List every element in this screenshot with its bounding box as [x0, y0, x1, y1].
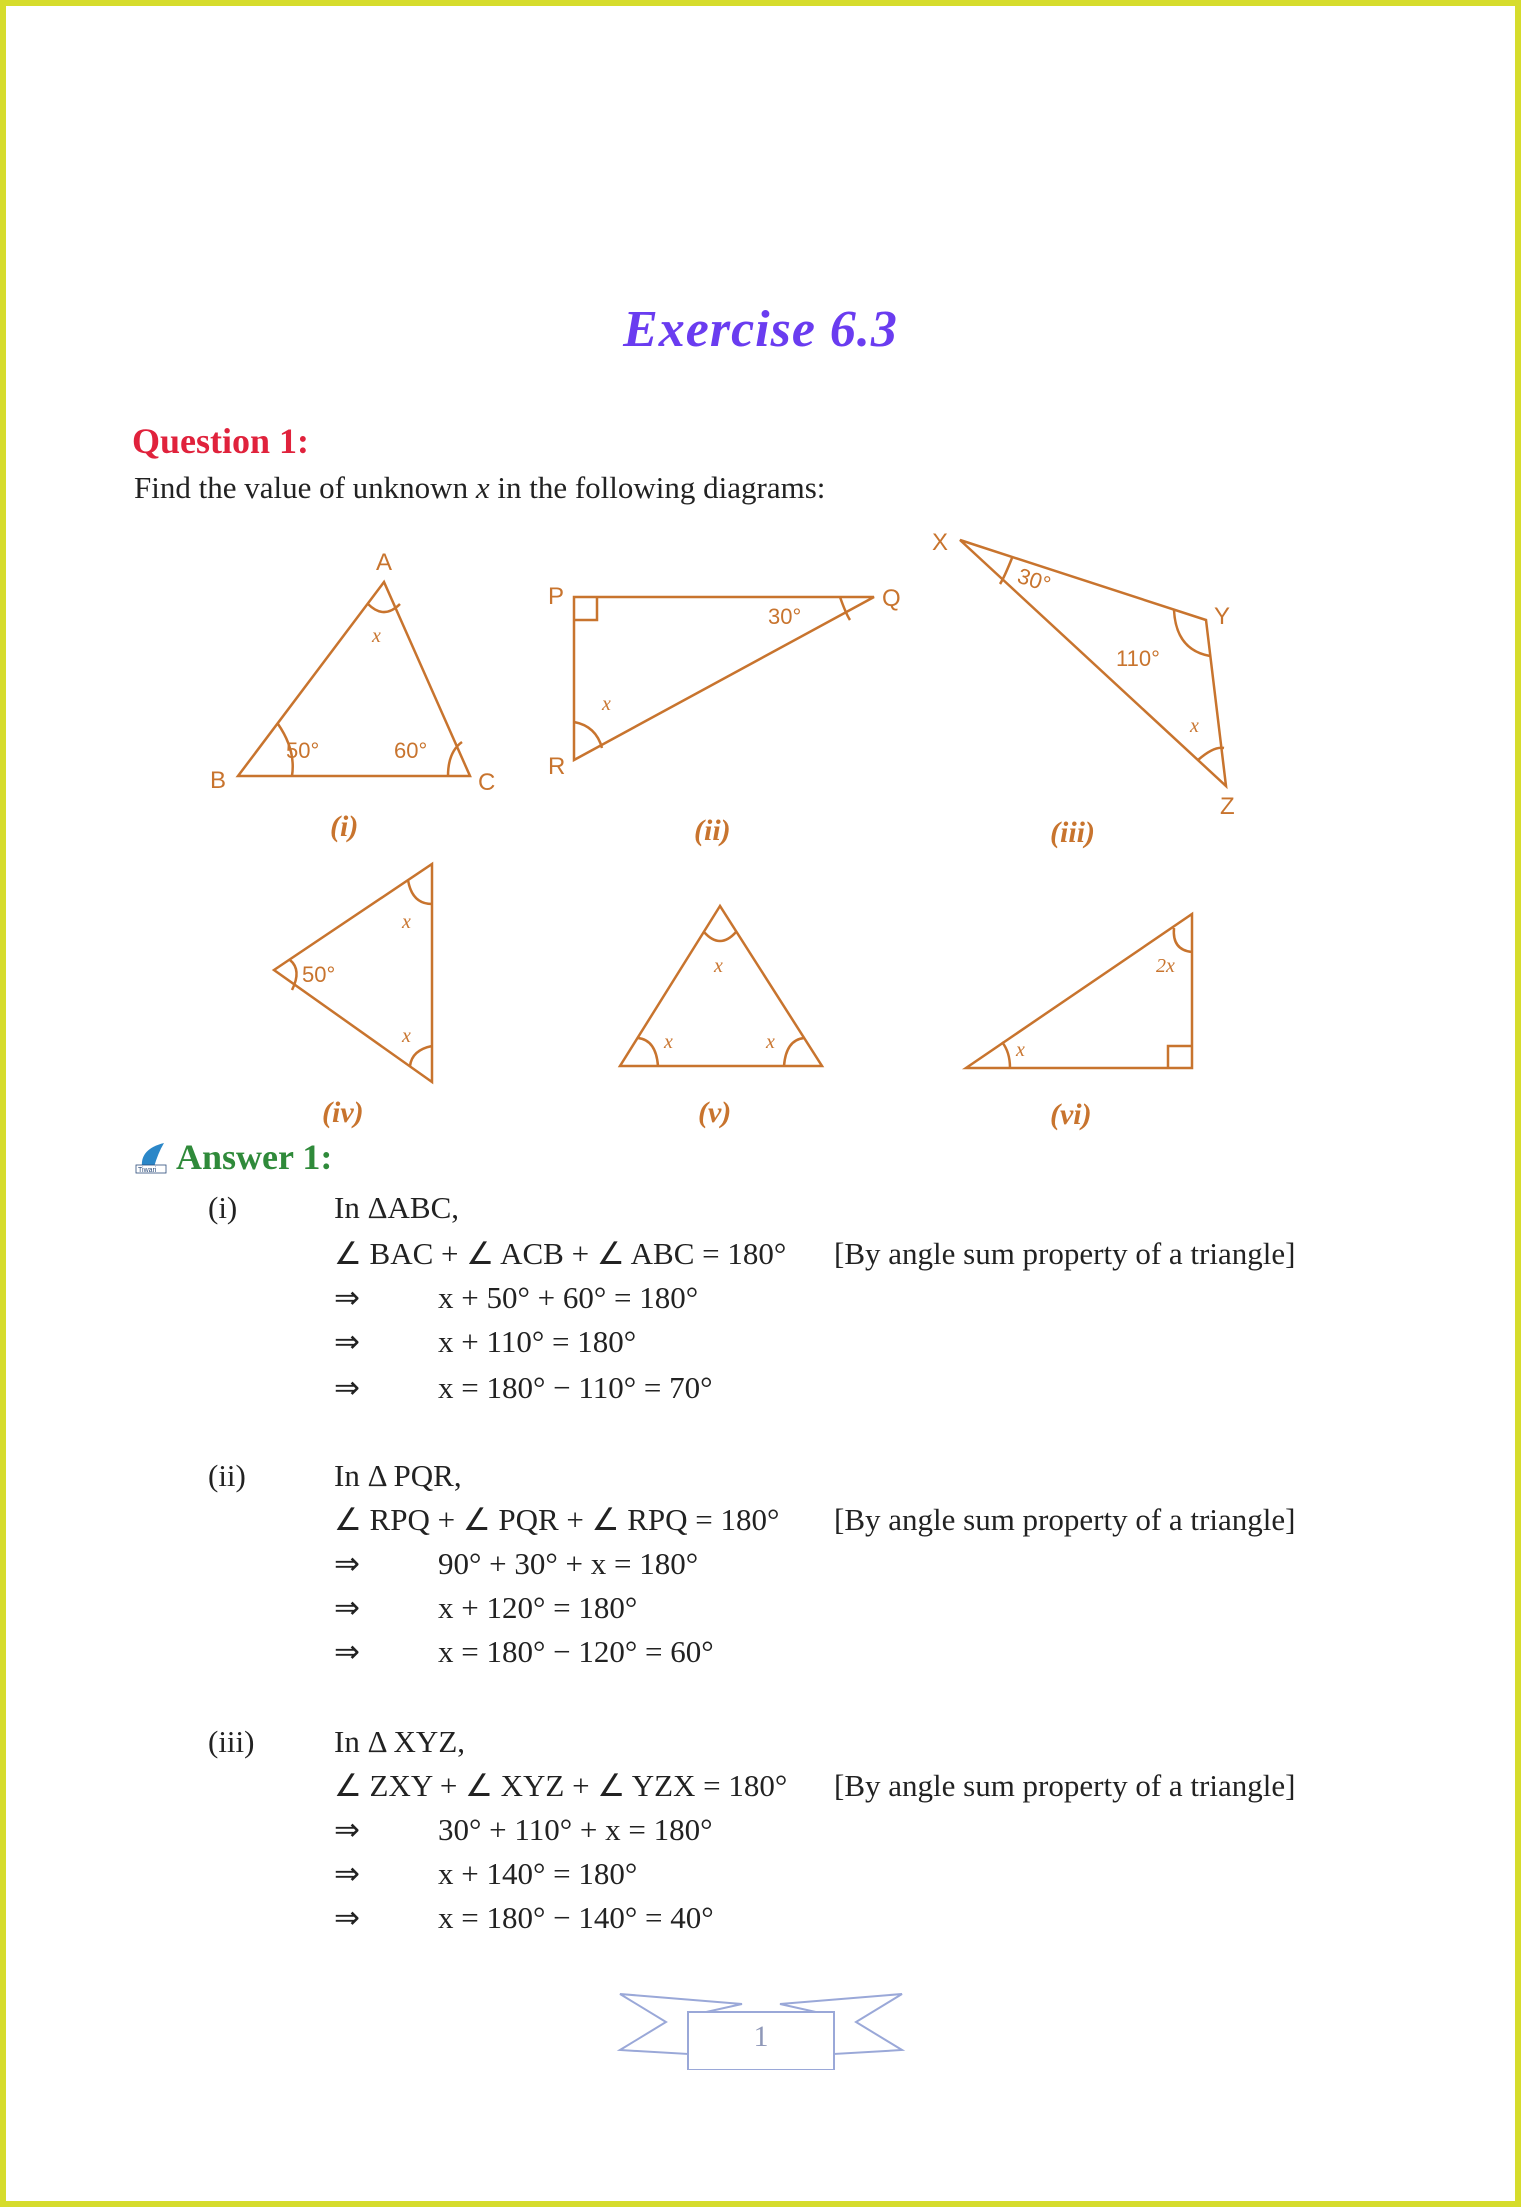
angle-q-label: 30°: [768, 604, 802, 629]
implies-icon: ⇒: [334, 1900, 360, 1935]
part-ii-equation: ∠ RPQ + ∠ PQR + ∠ RPQ = 180°: [334, 1502, 780, 1537]
diagram-iii: [920, 520, 1250, 860]
logo-text: Tiwari: [138, 1167, 157, 1174]
diagram-v: [600, 890, 840, 1140]
part-iii-intro: In Δ XYZ,: [334, 1724, 466, 1759]
triangle-xyz-figure: [920, 520, 1250, 860]
page-number: 1: [753, 2020, 769, 2053]
vertex-a-label: A: [376, 549, 393, 576]
question-text: [134, 470, 825, 506]
angle-b-label: 50°: [286, 738, 320, 763]
angle-c-label: 60°: [394, 738, 428, 763]
answer-heading: [134, 1136, 332, 1178]
vertex-p-label: P: [548, 583, 565, 610]
angle-left-label: 50°: [302, 962, 336, 987]
vertex-b-label: B: [210, 767, 227, 794]
angle-a-label: x: [372, 625, 381, 647]
vertex-x-label: X: [932, 529, 949, 556]
angle-left-label: x: [664, 1031, 673, 1053]
implies-icon: ⇒: [334, 1280, 360, 1315]
part-label-iii: (iii): [208, 1724, 255, 1759]
diagram-iv: [260, 860, 460, 1130]
part-iii-step-1: 30° + 110° + x = 180°: [438, 1812, 713, 1847]
part-ii-step-2: x + 120° = 180°: [438, 1590, 638, 1625]
part-i-step-3: x = 180° − 110° = 70°: [438, 1370, 713, 1405]
part-label-ii: (ii): [208, 1458, 246, 1493]
angle-x-label: 30°: [1014, 562, 1054, 598]
part-i-reason: [By angle sum property of a triangle]: [834, 1236, 1296, 1271]
diagram-caption: (iii): [1050, 816, 1095, 849]
triangle-vi-figure: [960, 900, 1210, 1140]
part-iii-step-3: x = 180° − 140° = 40°: [438, 1900, 714, 1935]
triangle-v-figure: [600, 890, 840, 1140]
part-iii-equation: ∠ ZXY + ∠ XYZ + ∠ YZX = 180°: [334, 1768, 788, 1803]
diagram-ii: [540, 570, 920, 860]
angle-left-label: x: [1016, 1039, 1025, 1061]
question-variable: x: [475, 470, 490, 505]
part-ii-step-1: 90° + 30° + x = 180°: [438, 1546, 699, 1581]
implies-icon: ⇒: [334, 1546, 360, 1581]
angle-top-label: 2x: [1156, 955, 1175, 977]
implies-icon: ⇒: [334, 1856, 360, 1891]
implies-icon: ⇒: [334, 1590, 360, 1625]
diagram-caption: (v): [698, 1096, 732, 1129]
tiwari-logo-icon: [134, 1139, 170, 1175]
vertex-r-label: R: [548, 753, 566, 780]
triangle-iv-figure: [260, 860, 460, 1130]
question-text-before: Find the value of unknown: [134, 470, 476, 505]
implies-icon: ⇒: [334, 1370, 360, 1405]
diagram-caption: (i): [330, 810, 359, 843]
vertex-y-label: Y: [1214, 603, 1231, 630]
diagram-vi: [960, 900, 1210, 1140]
question-heading: Question 1:: [132, 421, 310, 461]
answer-heading-label: Answer 1:: [176, 1137, 333, 1177]
page-title: Exercise 6.3: [623, 301, 898, 358]
page-number-ribbon: [616, 1990, 906, 2070]
diagram-i: [200, 540, 520, 850]
implies-icon: ⇒: [334, 1324, 360, 1359]
angle-z-label: x: [1190, 715, 1199, 737]
part-ii-reason: [By angle sum property of a triangle]: [834, 1502, 1296, 1537]
part-ii-step-3: x = 180° − 120° = 60°: [438, 1634, 714, 1669]
angle-bottom-label: x: [402, 1025, 411, 1047]
angle-r-label: x: [602, 693, 611, 715]
triangle-pqr-figure: [540, 570, 920, 860]
part-i-step-2: x + 110° = 180°: [438, 1324, 637, 1359]
vertex-q-label: Q: [882, 585, 901, 612]
angle-y-label: 110°: [1116, 646, 1160, 671]
angle-top-label: x: [402, 911, 411, 933]
angle-right-label: x: [766, 1031, 775, 1053]
part-i-step-1: x + 50° + 60° = 180°: [438, 1280, 699, 1315]
part-i-intro: In ΔABC,: [334, 1190, 459, 1225]
part-iii-step-2: x + 140° = 180°: [438, 1856, 638, 1891]
angle-top-label: x: [714, 955, 723, 977]
vertex-z-label: Z: [1220, 793, 1235, 820]
diagram-caption: (ii): [694, 814, 731, 847]
part-ii-intro: In Δ PQR,: [334, 1458, 462, 1493]
vertex-c-label: C: [478, 769, 496, 796]
question-text-after: in the following diagrams:: [497, 470, 826, 505]
diagram-caption: (vi): [1050, 1098, 1092, 1131]
triangle-abc-figure: [200, 540, 520, 850]
diagram-caption: (iv): [322, 1096, 364, 1129]
part-i-equation: ∠ BAC + ∠ ACB + ∠ ABC = 180°: [334, 1236, 787, 1271]
part-label-i: (i): [208, 1190, 238, 1225]
implies-icon: ⇒: [334, 1812, 360, 1847]
implies-icon: ⇒: [334, 1634, 360, 1669]
part-iii-reason: [By angle sum property of a triangle]: [834, 1768, 1296, 1803]
